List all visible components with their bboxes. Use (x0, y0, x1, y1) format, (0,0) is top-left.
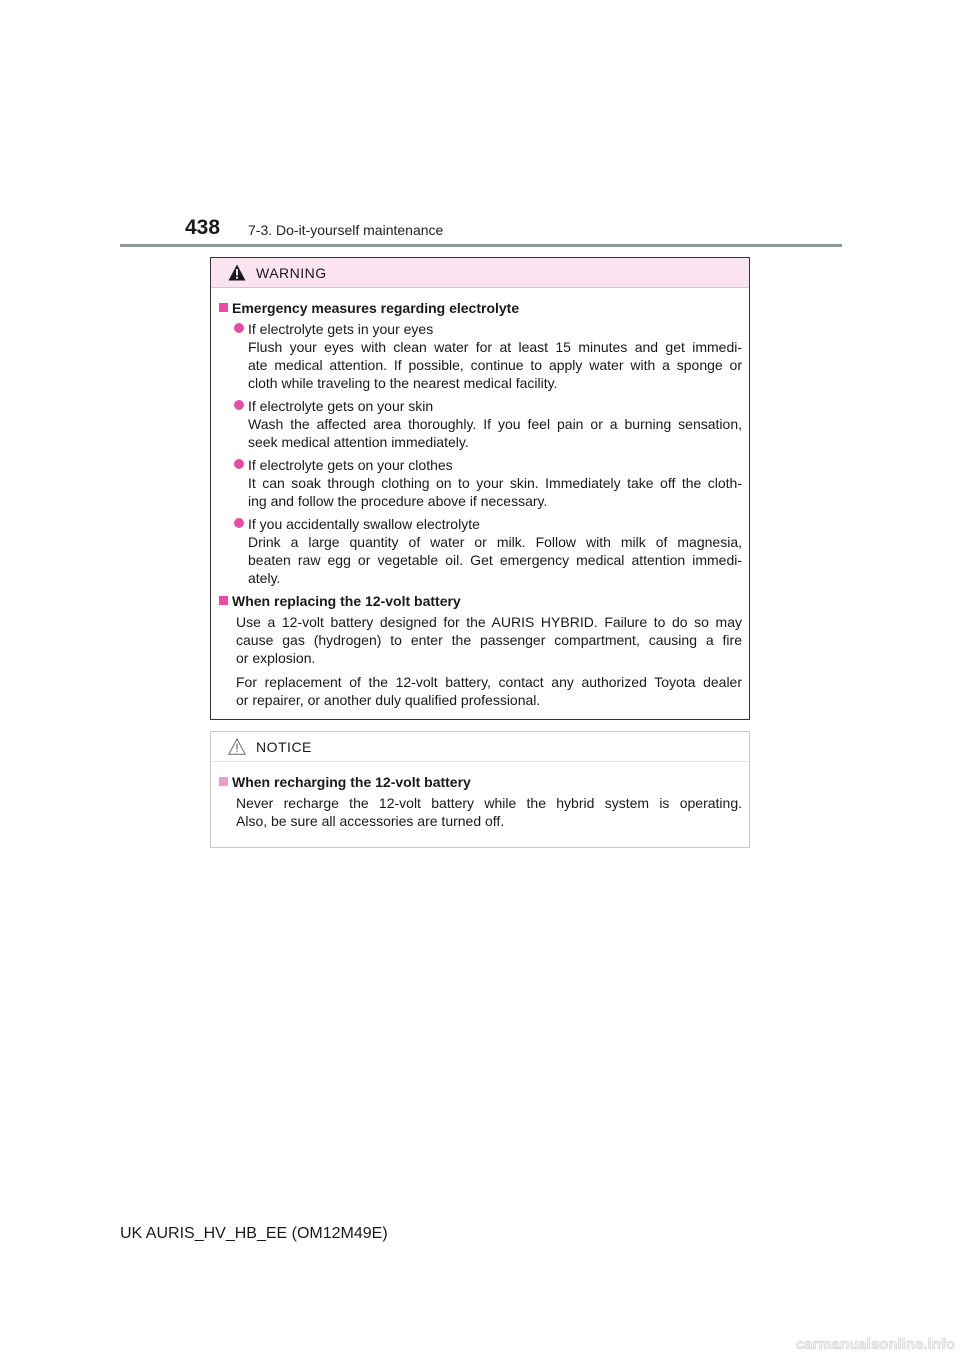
paragraph-line: Never recharge the 12-volt battery while the hybrid system is operating. (236, 795, 742, 811)
item-text: ing and follow the procedure above if necessary. (248, 493, 548, 509)
round-bullet-icon (234, 400, 244, 410)
notice-header (211, 732, 749, 762)
watermark-text: carmanualsonline.info (795, 1336, 955, 1353)
item-text: Flush your eyes with clean water for at least 15 minutes and get immedi- (248, 339, 742, 355)
item-text: seek medical attention immediately. (248, 434, 469, 450)
warning-header (211, 258, 749, 288)
page-header (185, 216, 845, 246)
paragraph (218, 794, 742, 830)
model-footer: UK AURIS_HV_HB_EE (OM12M49E) (120, 1225, 388, 1242)
round-bullet-icon (234, 459, 244, 469)
item-title: If you accidentally swallow electrolyte (248, 516, 480, 532)
item-title: If electrolyte gets on your clothes (248, 457, 453, 473)
paragraph (218, 613, 742, 667)
item-text: It can soak through clothing on to your skin. Immediately take off the cloth- (248, 475, 742, 491)
notice-triangle-icon (228, 738, 246, 755)
item-title: If electrolyte gets in your eyes (248, 321, 434, 337)
square-bullet-icon (219, 777, 228, 786)
list-item (218, 397, 742, 451)
warning-box (210, 257, 750, 720)
square-bullet-icon (219, 596, 228, 605)
item-text: cloth while traveling to the nearest medical facility. (248, 375, 558, 391)
round-bullet-icon (234, 323, 244, 333)
item-title: If electrolyte gets on your skin (248, 398, 434, 414)
watermark-logo (757, 1334, 957, 1354)
list-item (218, 320, 742, 392)
notice-box (210, 731, 750, 848)
heading-text: When replacing the 12-volt battery (232, 593, 461, 609)
section-heading (218, 299, 742, 317)
paragraph-line: Use a 12-volt battery designed for the AURIS HYBRID. Failure to do so may (236, 614, 742, 630)
warning-triangle-icon (228, 264, 246, 281)
paragraph-line: or explosion. (236, 650, 316, 666)
section-heading (218, 773, 742, 791)
warning-label: WARNING (256, 265, 327, 281)
paragraph-line: For replacement of the 12-volt battery, contact any authorized Toyota dealer (236, 674, 742, 690)
heading-text: Emergency measures regarding electrolyte (232, 300, 520, 316)
notice-body (211, 762, 749, 830)
section-title: 7-3. Do-it-yourself maintenance (248, 222, 444, 238)
header-rule (120, 244, 842, 247)
heading-text: When recharging the 12-volt battery (232, 774, 471, 790)
section-heading (218, 592, 742, 610)
paragraph (218, 673, 742, 709)
list-item (218, 456, 742, 510)
item-text: Drink a large quantity of water or milk. Follow with milk of magnesia, (248, 534, 742, 550)
item-text: beaten raw egg or vegetable oil. Get emergency medical attention immedi- (248, 552, 742, 568)
square-bullet-icon (219, 303, 228, 312)
list-item (218, 515, 742, 587)
warning-body (211, 288, 749, 709)
paragraph-line: Also, be sure all accessories are turned off. (236, 813, 505, 829)
item-text: ately. (248, 570, 281, 586)
notice-label: NOTICE (256, 739, 312, 755)
item-text: ate medical attention. If possible, continue to apply water with a sponge or (248, 357, 742, 373)
paragraph-line: or repairer, or another duly qualified professional. (236, 692, 541, 708)
page-number: 438 (185, 216, 221, 239)
item-text: Wash the affected area thoroughly. If you feel pain or a burning sensation, (248, 416, 742, 432)
round-bullet-icon (234, 518, 244, 528)
paragraph-line: cause gas (hydrogen) to enter the passenger compartment, causing a fire (236, 632, 742, 648)
